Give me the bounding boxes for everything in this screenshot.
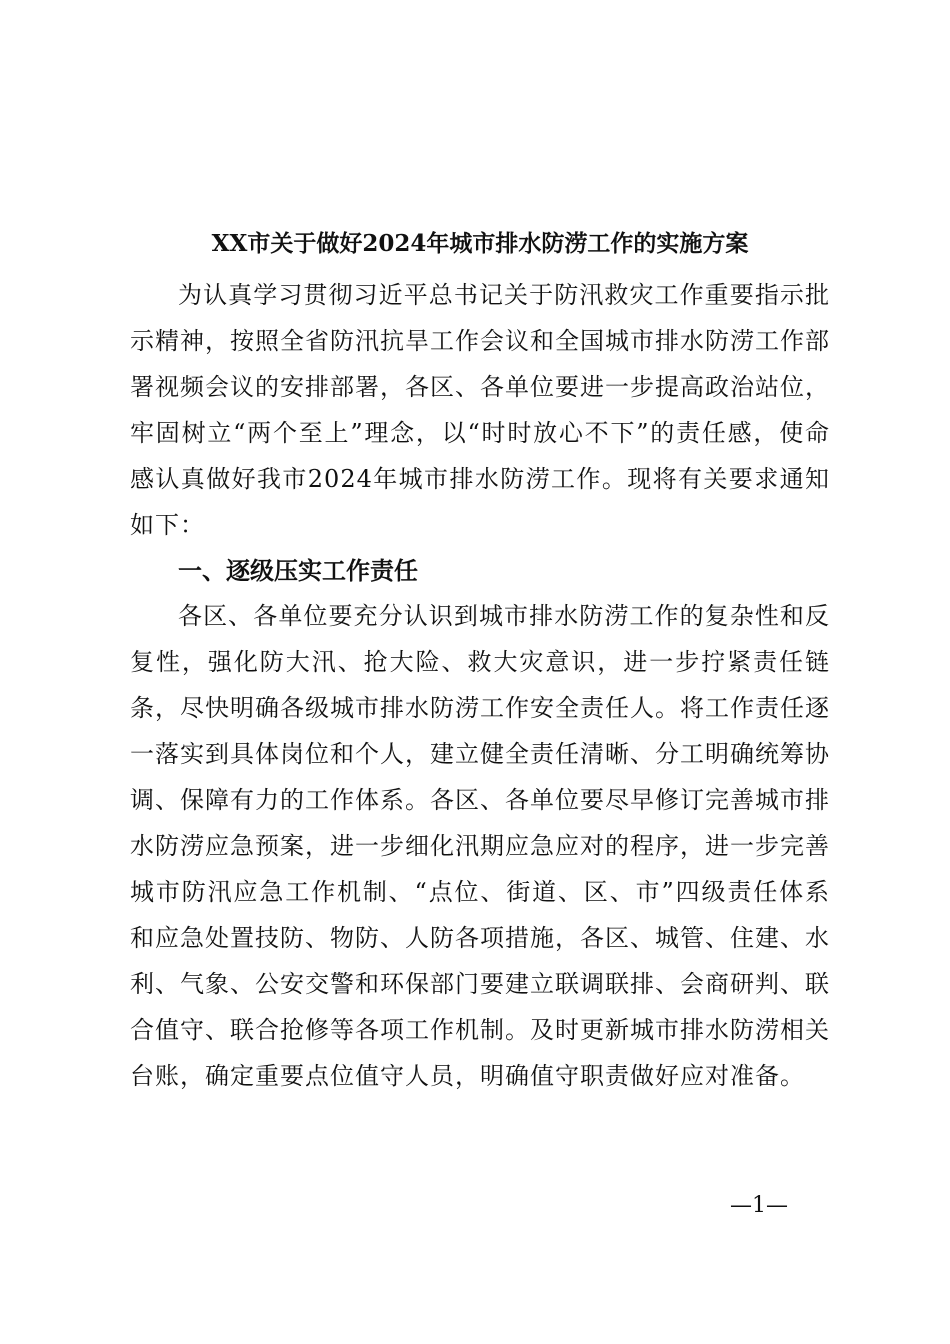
section-heading: 一、逐级压实工作责任 bbox=[178, 557, 418, 585]
page-number: —1— bbox=[730, 1193, 788, 1218]
section-paragraph: 各区、各单位要充分认识到城市排水防涝工作的复杂性和反复性，强化防大汛、抢大险、救大灾意识，进一步拧紧责任链条，尽快明确各级城市排水防涝工作安全责任人。将工作责任逐一落实到具体岗位和个人，建立健全责任清晰、分工明确统筹协调、保障有力的工作体系。各区、各单位要尽早修订完善城市排水防涝应急预案，进一步细化汛期应急应对的程序，进一步完善城市防汛应急工作机制、“点位、街道、区、市”四级责任体系和应急处置技防、物防、人防各项措施，各区、城管、住建、水利、气象、公安交警和环保部门要建立联调联排、会商研判、联合值守、联合抢修等各项工作机制。及时更新城市排水防涝相关台账，确定重要点位值守人员，明确值守职责做好应对准备。 bbox=[130, 602, 830, 1090]
intro-paragraph: 为认真学习贯彻习近平总书记关于防汛救灾工作重要指示批示精神，按照全省防汛抗旱工作会议和全国城市排水防涝工作部署视频会议的安排部署，各区、各单位要进一步提高政治站位，牢固树立“两个至上”理念，以“时时放心不下”的责任感，使命感认真做好我市2024年城市排水防涝工作。现将有关要求通知如下： bbox=[130, 281, 830, 539]
document-title: XX市关于做好2024年城市排水防涝工作的实施方案 bbox=[211, 230, 749, 257]
